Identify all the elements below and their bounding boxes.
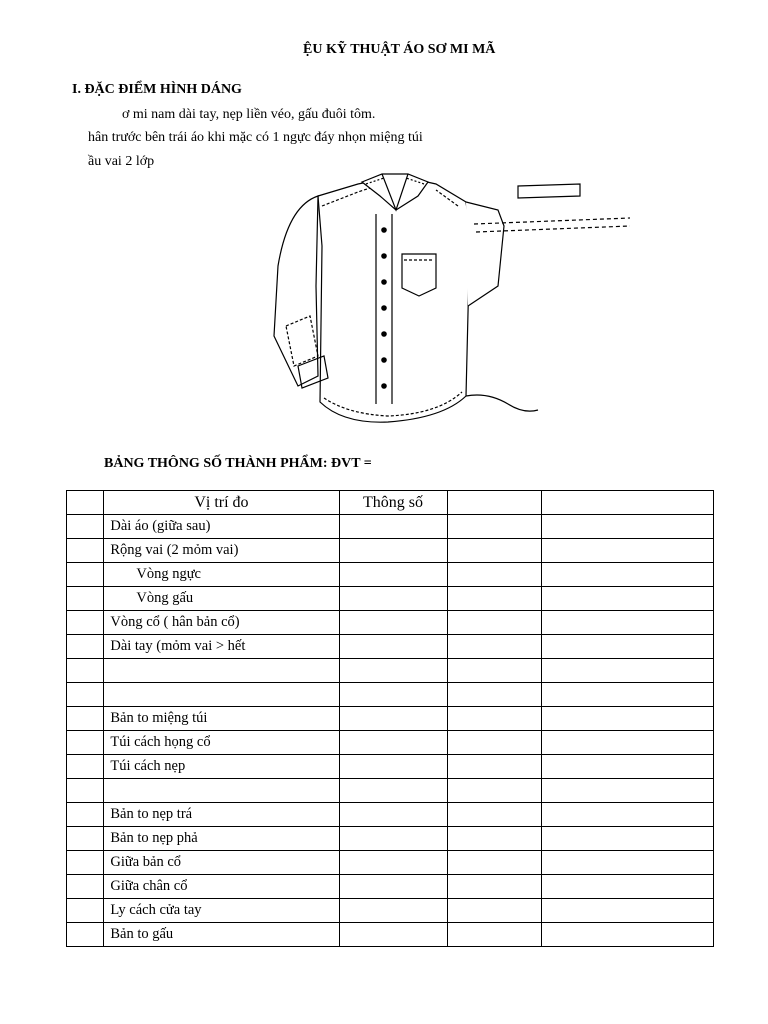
table-cell bbox=[67, 827, 104, 851]
table-cell bbox=[542, 851, 714, 875]
table-cell bbox=[67, 923, 104, 947]
table-cell bbox=[447, 779, 542, 803]
table-cell bbox=[447, 659, 542, 683]
table-row bbox=[67, 851, 714, 875]
shirt-body-outline bbox=[318, 180, 470, 422]
measure-label: Vòng ngực bbox=[104, 563, 339, 587]
table-cell bbox=[447, 539, 542, 563]
table-header-row bbox=[67, 491, 714, 515]
description-line-1: ơ mi nam dài tay, nẹp liền véo, gấu đuôi tôm. bbox=[122, 107, 376, 122]
table-cell bbox=[339, 899, 447, 923]
table-cell bbox=[339, 875, 447, 899]
table-cell bbox=[67, 587, 104, 611]
measure-label: Ly cách cửa tay bbox=[104, 899, 339, 923]
table-cell bbox=[339, 563, 447, 587]
measure-label: Rộng vai (2 mỏm vai) bbox=[104, 539, 339, 563]
table-row bbox=[67, 827, 714, 851]
spec-table bbox=[66, 490, 714, 947]
table-cell bbox=[542, 683, 714, 707]
table-cell bbox=[542, 875, 714, 899]
table-row bbox=[67, 659, 714, 683]
table-cell bbox=[67, 851, 104, 875]
document-title: ỆU KỸ THUẬT ÁO SƠ MI MÃ bbox=[303, 42, 496, 57]
table-cell bbox=[339, 707, 447, 731]
measure-label: Dài áo (giữa sau) bbox=[104, 515, 339, 539]
table-row bbox=[67, 779, 714, 803]
table-cell bbox=[67, 635, 104, 659]
table-cell bbox=[339, 611, 447, 635]
header-cell-position: Vị trí đo bbox=[104, 491, 339, 515]
table-cell bbox=[447, 515, 542, 539]
table-cell bbox=[67, 779, 104, 803]
table-row bbox=[67, 755, 714, 779]
table-cell bbox=[67, 539, 104, 563]
hem-tail bbox=[466, 395, 538, 411]
table-cell bbox=[339, 731, 447, 755]
shirt-sketch bbox=[258, 166, 638, 432]
table-cell bbox=[542, 635, 714, 659]
table-row bbox=[67, 731, 714, 755]
table-cell bbox=[67, 899, 104, 923]
table-cell bbox=[542, 779, 714, 803]
table-cell bbox=[447, 899, 542, 923]
table-row bbox=[67, 515, 714, 539]
measure-label: Giữa bản cổ bbox=[104, 851, 339, 875]
table-cell bbox=[447, 731, 542, 755]
table-title: BẢNG THÔNG SỐ THÀNH PHẨM: ĐVT = bbox=[104, 456, 372, 471]
table-cell bbox=[447, 875, 542, 899]
table-cell bbox=[339, 635, 447, 659]
table-cell bbox=[339, 923, 447, 947]
table-cell bbox=[447, 635, 542, 659]
table-cell bbox=[339, 755, 447, 779]
header-cell bbox=[67, 491, 104, 515]
table-cell bbox=[542, 731, 714, 755]
measure-label bbox=[104, 659, 339, 683]
measure-label: Bản to gấu bbox=[104, 923, 339, 947]
table-cell bbox=[542, 923, 714, 947]
table-cell bbox=[339, 539, 447, 563]
measure-label: Vòng cổ ( hân bản cổ) bbox=[104, 611, 339, 635]
measure-label: Giữa chân cổ bbox=[104, 875, 339, 899]
table-cell bbox=[67, 803, 104, 827]
right-sleeve bbox=[466, 184, 630, 306]
measure-label: Vòng gấu bbox=[104, 587, 339, 611]
measure-label: Bản to miệng túi bbox=[104, 707, 339, 731]
measure-label: Bản to nẹp phả bbox=[104, 827, 339, 851]
table-row bbox=[67, 683, 714, 707]
measure-label bbox=[104, 683, 339, 707]
table-row bbox=[67, 923, 714, 947]
header-cell bbox=[542, 491, 714, 515]
table-row bbox=[67, 587, 714, 611]
table-cell bbox=[542, 563, 714, 587]
measure-label: Túi cách nẹp bbox=[104, 755, 339, 779]
table-row bbox=[67, 635, 714, 659]
table-cell bbox=[447, 707, 542, 731]
table-cell bbox=[542, 899, 714, 923]
table-row bbox=[67, 611, 714, 635]
table-cell bbox=[542, 587, 714, 611]
header-cell bbox=[447, 491, 542, 515]
table-cell bbox=[542, 707, 714, 731]
table-cell bbox=[67, 755, 104, 779]
table-cell bbox=[542, 515, 714, 539]
table-cell bbox=[67, 515, 104, 539]
table-cell bbox=[542, 803, 714, 827]
table-cell bbox=[339, 659, 447, 683]
table-cell bbox=[447, 611, 542, 635]
table-cell bbox=[447, 827, 542, 851]
table-row bbox=[67, 875, 714, 899]
table-cell bbox=[339, 851, 447, 875]
table-cell bbox=[67, 731, 104, 755]
table-row bbox=[67, 803, 714, 827]
table-cell bbox=[67, 563, 104, 587]
table-cell bbox=[339, 779, 447, 803]
table-cell bbox=[67, 875, 104, 899]
table-cell bbox=[542, 755, 714, 779]
table-cell bbox=[339, 803, 447, 827]
table-cell bbox=[542, 827, 714, 851]
header-cell-value: Thông số bbox=[339, 491, 447, 515]
table-cell bbox=[339, 683, 447, 707]
table-cell bbox=[542, 539, 714, 563]
section-title: I. ĐẶC ĐIỂM HÌNH DÁNG bbox=[72, 82, 242, 97]
measure-label: Túi cách họng cổ bbox=[104, 731, 339, 755]
measure-label bbox=[104, 779, 339, 803]
table-cell bbox=[542, 659, 714, 683]
table-cell bbox=[67, 659, 104, 683]
table-cell bbox=[67, 683, 104, 707]
table-cell bbox=[339, 515, 447, 539]
measure-label: Dài tay (mỏm vai > hết bbox=[104, 635, 339, 659]
table-row bbox=[67, 899, 714, 923]
table-cell bbox=[339, 587, 447, 611]
table-cell bbox=[447, 923, 542, 947]
table-row bbox=[67, 539, 714, 563]
table-cell bbox=[447, 563, 542, 587]
table-cell bbox=[67, 611, 104, 635]
table-cell bbox=[67, 707, 104, 731]
table-row bbox=[67, 707, 714, 731]
table-cell bbox=[447, 755, 542, 779]
table-cell bbox=[447, 851, 542, 875]
description-line-2: hân trước bên trái áo khi mặc có 1 ngực đáy nhọn miệng túi bbox=[88, 130, 423, 145]
table-cell bbox=[542, 611, 714, 635]
table-cell bbox=[447, 683, 542, 707]
table-cell bbox=[339, 827, 447, 851]
description-line-3: ầu vai 2 lớp bbox=[88, 154, 155, 169]
measure-label: Bản to nẹp trá bbox=[104, 803, 339, 827]
table-row bbox=[67, 563, 714, 587]
table-cell bbox=[447, 803, 542, 827]
table-cell bbox=[447, 587, 542, 611]
